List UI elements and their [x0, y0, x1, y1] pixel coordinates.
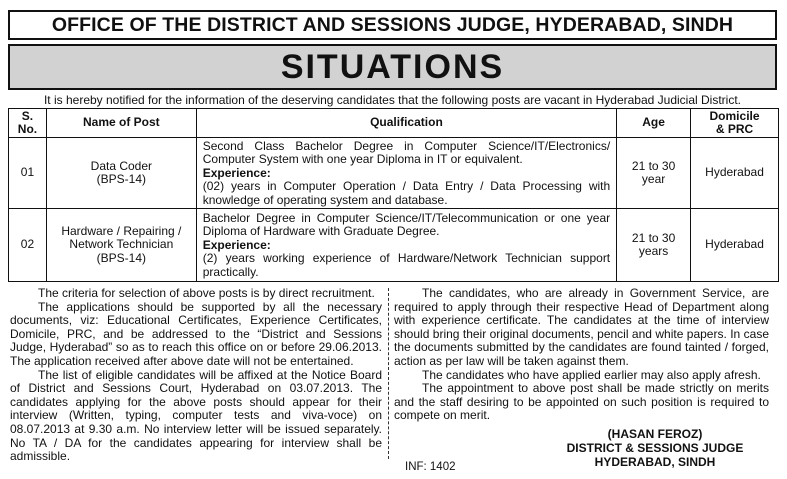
inf-number: INF: 1402 — [405, 461, 456, 473]
row-qualification — [196, 138, 616, 209]
row-sno: 01 — [9, 138, 47, 209]
post-grade: (BPS-14) — [96, 172, 147, 186]
age-range: 21 to 30 — [631, 230, 676, 245]
experience-text: (2) years working experience of Hardware/Network Technician support practically. — [202, 251, 611, 279]
paragraph: The list of eligible candidates will be affixed at the Notice Board of District and Sessions Court, Hyderabad on 03.07.2013. The candidates applying for the above posts should appear for their interview (Written, typing, computer tests and viva-voce) on 08.07.2013 at 9.30 a.m. No interview letter will be issued separately. No TA / DA for the candidates appearing for interview shall be admissible. — [10, 367, 382, 464]
header-domicile-line1: Domicile — [709, 108, 760, 123]
qualification-text: Second Class Bachelor Degree in Computer Science/IT/Electronics/ Computer System with one year Diploma in IT or equivalent. — [202, 138, 611, 167]
row-post — [46, 138, 196, 209]
header-sno-line1: S. — [21, 108, 34, 123]
age-range: 21 to 30 — [631, 158, 676, 173]
signatory-designation: DISTRICT & SESSIONS JUDGE — [566, 441, 744, 455]
post-grade: (BPS-14) — [96, 250, 147, 265]
signatory-place: HYDERABAD, SINDH — [594, 455, 716, 469]
qualification-text: Bachelor Degree in Computer Science/IT/Telecommunication or one year Diploma of Hardware with Graduate Degree. — [202, 210, 611, 239]
paragraph: The appointment to above post shall be made strictly on merits and the staff desiring to be appointed on such position is required to compete on merit. — [394, 381, 769, 423]
experience-label: Experience: — [202, 165, 271, 180]
paragraph: The candidates who have applied earlier may also apply afresh. — [422, 367, 761, 382]
experience-label: Experience: — [202, 237, 271, 252]
experience-text: (02) years in Computer Operation / Data Entry / Data Processing with knowledge of operating system and database. — [202, 179, 611, 207]
table-row — [9, 209, 779, 282]
paragraph: The applications should be supported by all the necessary documents, viz: Educational Certificates, Experience Certificates, Domicile, PRC, and be addressed to the “District and Sessions Judge, Hyderabad” so as to reach this office on or before 29.06.2013. The application received after above date will not be entertained. — [10, 299, 382, 368]
left-column-text — [10, 287, 382, 464]
vacancy-notice: It is hereby notified for the information of the deserving candidates that the following posts are vacant in Hyderabad Judicial District. — [43, 93, 742, 107]
paragraph: The candidates, who are already in Government Service, are required to apply through their respective Head of Department along with experience certificate. The candidates at the time of interview should bring their original documents, pencil and white papers. In case the documents submitted by the candidates are found tainted / forged, action as per law will be taken against them. — [394, 286, 769, 368]
row-domicile: Hyderabad — [691, 138, 779, 209]
row-age — [617, 138, 691, 209]
header-age: Age — [617, 109, 691, 138]
paragraph: The criteria for selection of above posts is by direct recruitment. — [38, 286, 375, 300]
row-sno: 02 — [9, 209, 47, 282]
table-header-row — [9, 109, 779, 138]
header-post: Name of Post — [46, 109, 196, 138]
row-age — [617, 209, 691, 282]
post-name: Data Coder — [90, 158, 153, 173]
post-name: Hardware / Repairing / — [61, 223, 182, 238]
header-sno — [9, 109, 47, 138]
right-column-text — [394, 287, 769, 423]
header-sno-line2: No. — [17, 122, 38, 136]
table-row — [9, 138, 779, 209]
row-post — [46, 209, 196, 282]
header-qualification: Qualification — [196, 109, 616, 138]
office-title: OFFICE OF THE DISTRICT AND SESSIONS JUDGE, HYDERABAD, SINDH — [8, 10, 777, 40]
row-domicile: Hyderabad — [691, 209, 779, 282]
age-unit: years — [638, 244, 669, 258]
header-domicile — [691, 109, 779, 138]
header-domicile-line2: & PRC — [715, 122, 754, 136]
situations-banner: SITUATIONS — [8, 44, 777, 90]
posts-table — [8, 108, 779, 282]
post-name-cont: Network Technician — [69, 237, 174, 252]
signature-block — [535, 427, 775, 469]
column-divider — [388, 288, 389, 459]
age-unit: year — [641, 172, 666, 186]
row-qualification — [196, 209, 616, 282]
signatory-name: (HASAN FEROZ) — [607, 427, 703, 441]
